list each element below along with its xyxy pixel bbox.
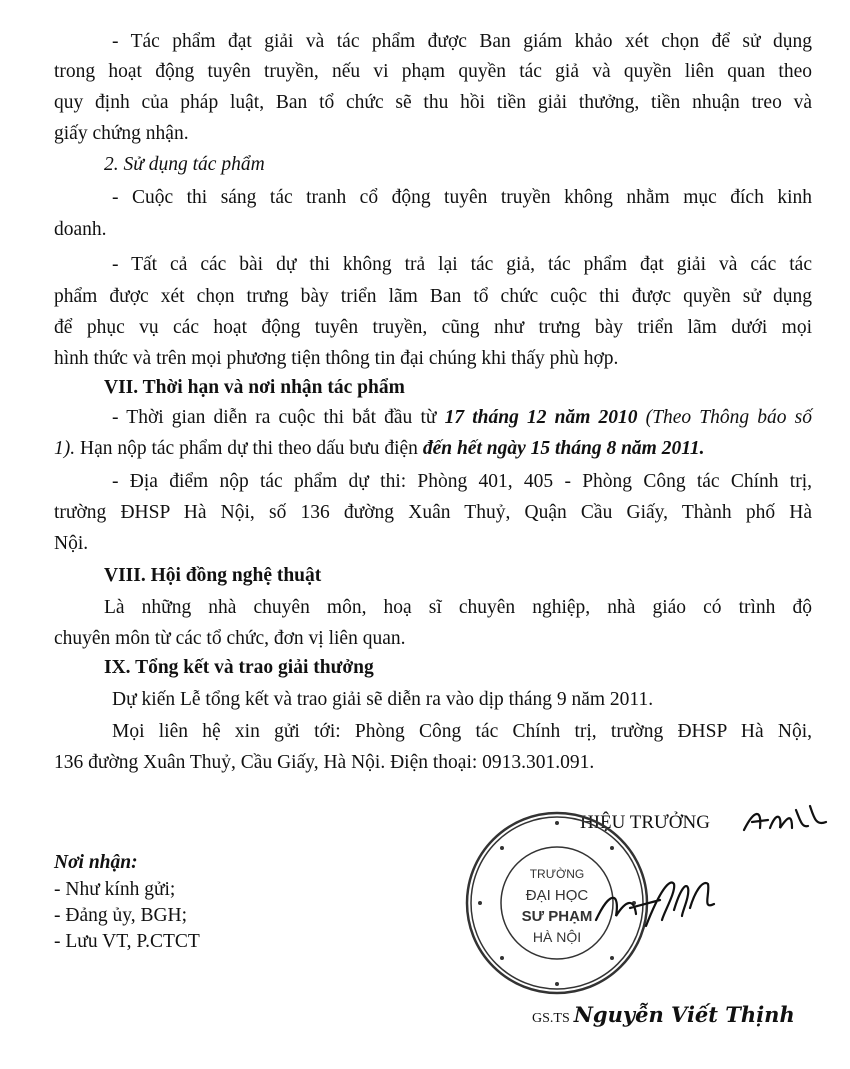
recipient-item: - Lưu VT, P.CTCT bbox=[54, 931, 200, 952]
para-3-line-3: để phục vụ các hoạt động tuyên truyền, cũng như trưng bày triển lãm dưới mọi bbox=[54, 317, 812, 338]
para-7b-line-2: trường ĐHSP Hà Nội, số 136 đường Xuân Thuỷ, Quận Cầu Giấy, Thành phố Hà bbox=[54, 502, 812, 523]
para-1-line-1: - Tác phẩm đạt giải và tác phẩm được Ban giám khảo xét chọn để sử dụng bbox=[112, 31, 812, 52]
para-3-line-4: hình thức và trên mọi phương tiện thông tin đại chúng khi thấy phù hợp. bbox=[54, 348, 619, 369]
para-1-line-4: giấy chứng nhận. bbox=[54, 123, 189, 144]
para-9b-line-2: 136 đường Xuân Thuỷ, Cầu Giấy, Hà Nội. Điện thoại: 0913.301.091. bbox=[54, 752, 595, 773]
para-7a-line-1 bbox=[112, 406, 812, 430]
para-7a-line-2 bbox=[54, 437, 705, 461]
para-7b-line-3: Nội. bbox=[54, 533, 89, 554]
heading-section-7: VII. Thời hạn và nơi nhận tác phẩm bbox=[104, 377, 405, 398]
para-1-line-3: quy định của pháp luật, Ban tổ chức sẽ thu hồi tiền giải thưởng, tiền nhuận treo và bbox=[54, 92, 812, 113]
notice-ref-number: 1). bbox=[54, 438, 76, 459]
para-9a: Dự kiến Lễ tổng kết và trao giải sẽ diễn ra vào dịp tháng 9 năm 2011. bbox=[112, 689, 654, 710]
heading-section-9: IX. Tổng kết và trao giải thưởng bbox=[104, 657, 374, 678]
stamp-line-1: TRƯỜNG bbox=[529, 867, 585, 881]
start-date: 17 tháng 12 năm 2010 bbox=[444, 407, 638, 428]
heading-section-8: VIII. Hội đồng nghệ thuật bbox=[104, 565, 322, 586]
signer-title-prefix: GS.TS bbox=[532, 1011, 570, 1026]
recipients-title: Nơi nhận: bbox=[54, 852, 138, 873]
signer-name-line bbox=[532, 1002, 795, 1027]
para-8-line-2: chuyên môn từ các tổ chức, đơn vị liên quan. bbox=[54, 628, 406, 649]
initials-signature-icon bbox=[740, 800, 830, 840]
stamp-line-3: SƯ PHẠM bbox=[521, 908, 593, 925]
recipient-item: - Như kính gửi; bbox=[54, 879, 176, 900]
para-7a-mid: Hạn nộp tác phẩm dự thi theo dấu bưu điện bbox=[75, 438, 423, 459]
deadline: đến hết ngày 15 tháng 8 năm 2011. bbox=[422, 438, 705, 459]
para-2-line-2: doanh. bbox=[54, 219, 107, 240]
para-7b-line-1: - Địa điểm nộp tác phẩm dự thi: Phòng 401, 405 - Phòng Công tác Chính trị, bbox=[112, 471, 812, 492]
para-2-line-1: - Cuộc thi sáng tác tranh cổ động tuyên truyền không nhằm mục đích kinh bbox=[112, 187, 812, 208]
para-7a-pre: - Thời gian diễn ra cuộc thi bắt đầu từ bbox=[112, 407, 445, 428]
recipient-item: - Đảng ủy, BGH; bbox=[54, 905, 188, 926]
stamp-line-4: HÀ NỘI bbox=[532, 929, 582, 945]
signer-name: Nguyễn Viết Thịnh bbox=[573, 1002, 795, 1027]
para-8-line-1: Là những nhà chuyên môn, hoạ sĩ chuyên nghiệp, nhà giáo có trình độ bbox=[104, 597, 812, 618]
para-3-line-1: - Tất cả các bài dự thi không trả lại tác giả, tác phẩm đạt giải và các tác bbox=[112, 254, 812, 275]
para-1-line-2: trong hoạt động tuyên truyền, nếu vi phạm quyền tác giả và quyền liên quan theo bbox=[54, 61, 812, 82]
heading-su-dung-tac-pham: 2. Sử dụng tác phẩm bbox=[104, 154, 265, 175]
handwritten-signature-icon bbox=[590, 870, 720, 940]
notice-ref: (Theo Thông báo số bbox=[637, 407, 812, 428]
para-3-line-2: phẩm được xét chọn trưng bày triển lãm Ban tổ chức cuộc thi được quyền sử dụng bbox=[54, 286, 812, 307]
stamp-line-2: ĐẠI HỌC bbox=[525, 887, 589, 904]
para-9b-line-1: Mọi liên hệ xin gửi tới: Phòng Công tác Chính trị, trường ĐHSP Hà Nội, bbox=[112, 721, 812, 742]
signature-role: HIỆU TRƯỞNG bbox=[580, 812, 710, 833]
